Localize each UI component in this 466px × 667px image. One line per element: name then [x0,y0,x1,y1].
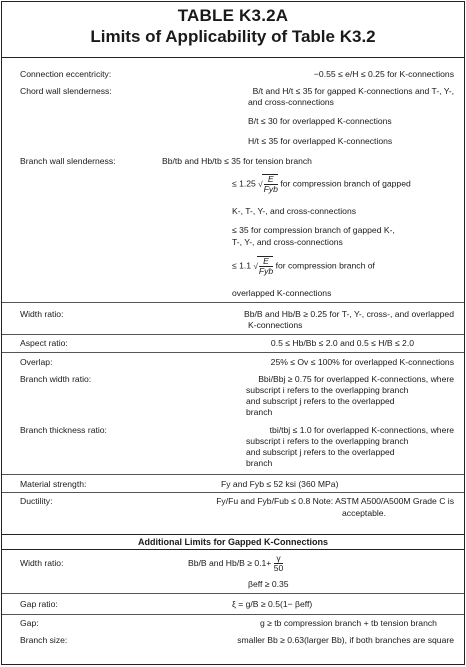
table-subtitle: Limits of Applicability of Table K3.2 [90,27,376,46]
row-label: Chord wall slenderness: [20,86,112,96]
row-value: ≤ 35 for compression branch of gapped K-, [232,225,395,235]
row-value: ≤ 1.1 [232,260,252,271]
row-label: Connection eccentricity: [20,69,112,79]
row-label: Branch size: [20,635,68,645]
row-continuation [2,256,464,282]
divider [2,593,464,594]
row-label: Width ratio: [20,309,64,319]
sqrt-symbol: √ [258,179,263,189]
sqrt-radical [257,256,273,276]
row-value: subscript i refers to the overlapping branch [246,436,409,446]
fraction-denominator: 50 [273,563,284,573]
row-label: Gap ratio: [20,599,58,609]
row-label: Width ratio: [20,558,64,568]
row-value: and subscript j refers to the overlapped [246,447,395,457]
fraction [264,175,278,194]
row-value: overlapped K-connections [232,288,332,298]
fraction-denominator: Fyb [263,184,278,194]
row-value: T-, Y-, and cross-connections [232,237,343,247]
row-value: and cross-connections [248,97,334,107]
row-value: −0.55 ≤ e/H ≤ 0.25 for K-connections [313,69,454,79]
row-value: ≤ 1.25 [232,178,256,189]
row-value: βeff ≥ 0.35 [248,579,289,589]
formula-sqrt-1 [232,174,462,194]
table-page [1,1,465,665]
divider [2,302,464,303]
row-value: Bb/B and Hb/B ≥ 0.1+ [188,557,272,568]
row-value: B/t ≤ 30 for overlapped K-connections [248,116,392,126]
row-value: g ≥ tb compression branch + tb tension branch [260,618,437,628]
row-value: for compression branch of [275,260,375,271]
row-value: branch [246,458,273,468]
row-value: acceptable. [342,508,386,518]
table-header [2,2,464,58]
row-label: Branch width ratio: [20,374,92,384]
row-value: Fy/Fu and Fyb/Fub ≤ 0.8 Note: ASTM A500/A500M Grade C is [216,496,454,506]
formula-sqrt-2 [232,256,462,276]
row-value: 25% ≤ Ov ≤ 100% for overlapped K-connections [270,357,454,367]
row-label: Branch thickness ratio: [20,425,107,435]
row-value: Bbi/Bbj ≥ 0.75 for overlapped K-connections, where [258,374,454,384]
row-value: branch [246,407,273,417]
fraction [259,257,273,276]
row-label: Ductility: [20,496,53,506]
row-value: and subscript j refers to the overlapped [246,396,395,406]
row-value: K-connections [248,320,303,330]
row-label: Gap: [20,618,39,628]
row-label: Material strength: [20,479,87,489]
row-label: Overlap: [20,357,53,367]
row-label: Branch wall slenderness: [20,156,116,166]
row-value: Fy and Fyb ≤ 52 ksi (360 MPa) [221,479,339,489]
fraction-denominator: Fyb [258,266,274,276]
fraction-numerator: E [259,257,273,267]
row-value: K-, T-, Y-, and cross-connections [232,206,357,216]
sqrt-radical [262,174,278,194]
fraction-numerator: γ [274,554,284,564]
row-value: Bb/B and Hb/B ≥ 0.25 for T-, Y-, cross-, and overlapped [244,309,454,319]
divider [2,334,464,335]
row-gapped-width-ratio [2,554,464,576]
section-gapped-k-header: Additional Limits for Gapped K-Connections [2,534,464,550]
row-value: smaller Bb ≥ 0.63(larger Bb), if both branches are square [237,635,454,645]
formula-gapped-width [188,554,448,573]
row-value: 0.5 ≤ Hb/Bb ≤ 2.0 and 0.5 ≤ H/B ≤ 2.0 [270,338,414,348]
sqrt-symbol: √ [253,261,258,271]
fraction-numerator: E [264,175,278,185]
divider [2,492,464,493]
row-value: subscript i refers to the overlapping branch [246,385,409,395]
table-title: TABLE K3.2A [177,6,289,25]
row-value: H/t ≤ 35 for overlapped K-connections [248,136,393,146]
divider [2,352,464,353]
row-value: for compression branch of gapped [280,178,411,189]
row-value: B/t and H/t ≤ 35 for gapped K-connections and T-, Y-, [252,86,454,96]
fraction [274,554,284,573]
divider [2,614,464,615]
divider [2,474,464,475]
row-value: ξ = g/B ≥ 0.5(1− βeff) [232,599,313,609]
row-label: Aspect ratio: [20,338,68,348]
row-value: Bb/tb and Hb/tb ≤ 35 for tension branch [162,156,312,166]
row-value: tbi/tbj ≤ 1.0 for overlapped K-connections, where [269,425,454,435]
row-continuation [2,174,464,200]
